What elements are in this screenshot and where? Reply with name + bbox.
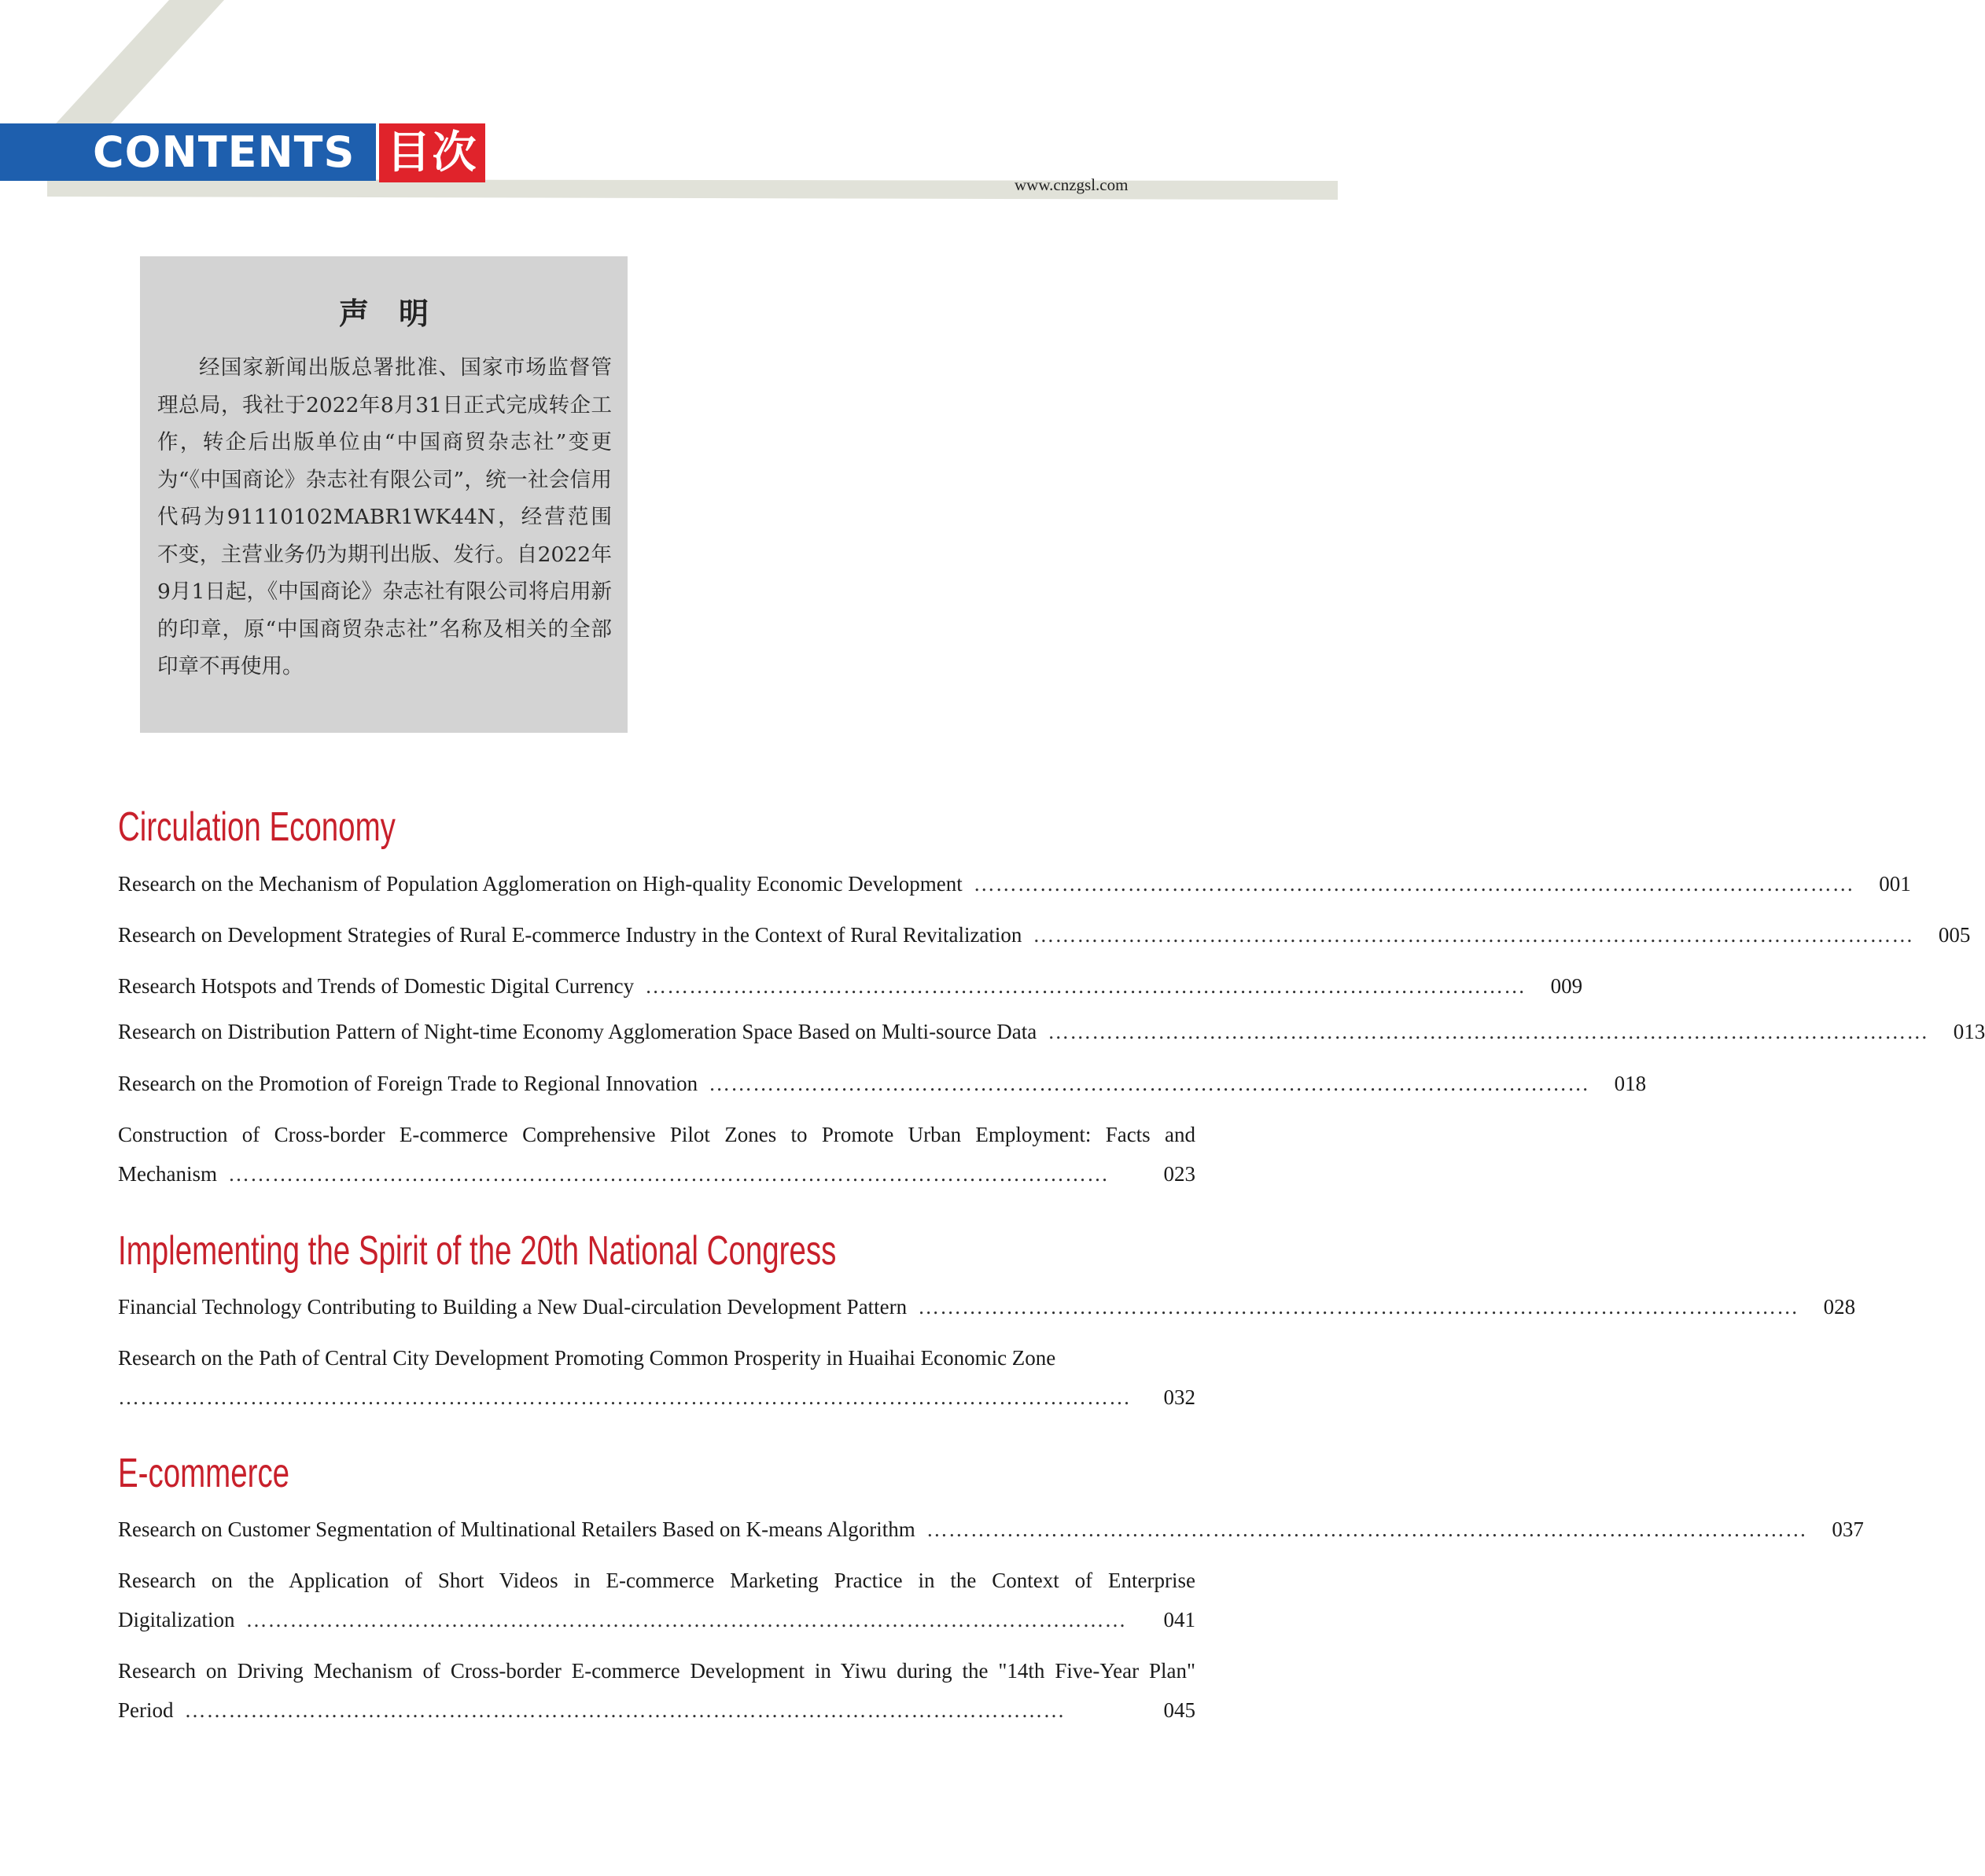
toc-entry-title-continued: Period — [118, 1698, 174, 1722]
leader-dots: ………………………………………………………………………………………………………… — [973, 872, 1854, 896]
leader-dots: ………………………………………………………………………………………………………… — [245, 1608, 1127, 1631]
leader-dots: ………………………………………………………………………………………………………… — [709, 1072, 1590, 1095]
section-heading-20th-national-congress: Implementing the Spirit of the 20th National Congress — [118, 1228, 837, 1274]
toc-entry-title: Research on Development Strategies of Rural E-commerce Industry in the Context of Rural Revitalization — [118, 923, 1022, 947]
section-heading-circulation-economy: Circulation Economy — [118, 804, 396, 850]
toc-entry-page: 037 — [1832, 1517, 1864, 1541]
leader-dots: ………………………………………………………………………………………………………… — [227, 1162, 1109, 1186]
toc-entry-title: Research on Distribution Pattern of Night-time Economy Agglomeration Space Based on Multi-source Data — [118, 1020, 1037, 1043]
toc-list-circulation-economy — [118, 872, 1985, 1201]
toc-entry-page: 001 — [1879, 872, 1911, 896]
toc-entry[interactable] — [118, 1072, 1647, 1111]
leader-dots: ………………………………………………………………………………………………………… — [645, 974, 1526, 998]
notice-body: 经国家新闻出版总署批准、国家市场监督管理总局，我社于2022年8月31日正式完成转企工作，转企后出版单位由“中国商贸杂志社”变更为“《中国商论》杂志社有限公司”，统一社会信用代码为91110102MABR1WK44N，经营范围不变，主营业务仍为期刊出版、发行。自2022年9月1日起，《中国商论》杂志社有限公司将启用新的印章，原“中国商贸杂志社”名称及相关的全部印章不再使用。 — [157, 355, 612, 679]
toc-entry-title: Construction of Cross-border E-commerce Comprehensive Pilot Zones to Promote Urban Employment: Facts and — [118, 1123, 1195, 1146]
toc-entry[interactable] — [118, 923, 1971, 962]
toc-entry-page: 041 — [1163, 1608, 1195, 1631]
toc-entry[interactable] — [118, 1020, 1985, 1059]
toc-entry-title: Research on Driving Mechanism of Cross-border E-commerce Development in Yiwu during the "14th Five-Year Plan" — [118, 1659, 1195, 1683]
contents-banner-title: CONTENTS — [93, 127, 355, 177]
toc-entry-page: 013 — [1953, 1020, 1985, 1043]
contents-banner-cn: 目次 — [379, 123, 485, 182]
toc-entry-page: 023 — [1163, 1162, 1195, 1186]
toc-entry[interactable] — [118, 1346, 1195, 1425]
toc-entry[interactable] — [118, 1569, 1195, 1647]
toc-entry-page: 005 — [1938, 923, 1971, 947]
toc-entry[interactable] — [118, 1659, 1195, 1738]
leader-dots: ………………………………………………………………………………………………………… — [1048, 1020, 1929, 1043]
website-url[interactable]: www.cnzgsl.com — [1015, 175, 1129, 194]
toc-entry[interactable] — [118, 1123, 1195, 1201]
leader-dots: ………………………………………………………………………………………………………… — [184, 1698, 1066, 1722]
toc-list-20th-national-congress — [118, 1295, 1856, 1425]
section-heading-e-commerce: E-commerce — [118, 1451, 290, 1496]
toc-entry-page: 032 — [1163, 1385, 1195, 1409]
toc-entry[interactable] — [118, 974, 1583, 1013]
leader-dots: ………………………………………………………………………………………………………… — [1033, 923, 1914, 947]
toc-entry-page: 045 — [1163, 1698, 1195, 1722]
notice-box — [140, 256, 628, 733]
toc-entry[interactable] — [118, 872, 1911, 911]
toc-list-e-commerce — [118, 1517, 1864, 1738]
toc-entry-title: Research on Customer Segmentation of Multinational Retailers Based on K-means Algorithm — [118, 1517, 915, 1541]
toc-entry-title: Research on the Promotion of Foreign Trade to Regional Innovation — [118, 1072, 698, 1095]
leader-dots: ………………………………………………………………………………………………………… — [918, 1295, 1799, 1319]
leader-dots: ………………………………………………………………………………………………………… — [926, 1517, 1807, 1541]
toc-entry-title-continued: Mechanism — [118, 1162, 217, 1186]
toc-entry-title: Research Hotspots and Trends of Domestic Digital Currency — [118, 974, 635, 998]
leader-dots: ………………………………………………………………………………………………………………………… — [118, 1385, 1131, 1409]
toc-entry-page: 018 — [1614, 1072, 1647, 1095]
toc-entry-title: Research on the Path of Central City Development Promoting Common Prosperity in Huaihai Economic Zone — [118, 1346, 1056, 1370]
toc-entry-title: Research on the Mechanism of Population Agglomeration on High-quality Economic Development — [118, 872, 963, 896]
toc-entry[interactable] — [118, 1517, 1864, 1557]
toc-entry[interactable] — [118, 1295, 1856, 1334]
toc-entry-title: Financial Technology Contributing to Building a New Dual-circulation Development Pattern — [118, 1295, 908, 1319]
toc-entry-page: 028 — [1823, 1295, 1856, 1319]
notice-title: 声明 — [338, 296, 459, 331]
toc-entry-title: Research on the Application of Short Videos in E-commerce Marketing Practice in the Context of Enterprise — [118, 1569, 1195, 1592]
toc-entry-title-continued: Digitalization — [118, 1608, 235, 1631]
toc-entry-page: 009 — [1550, 974, 1583, 998]
